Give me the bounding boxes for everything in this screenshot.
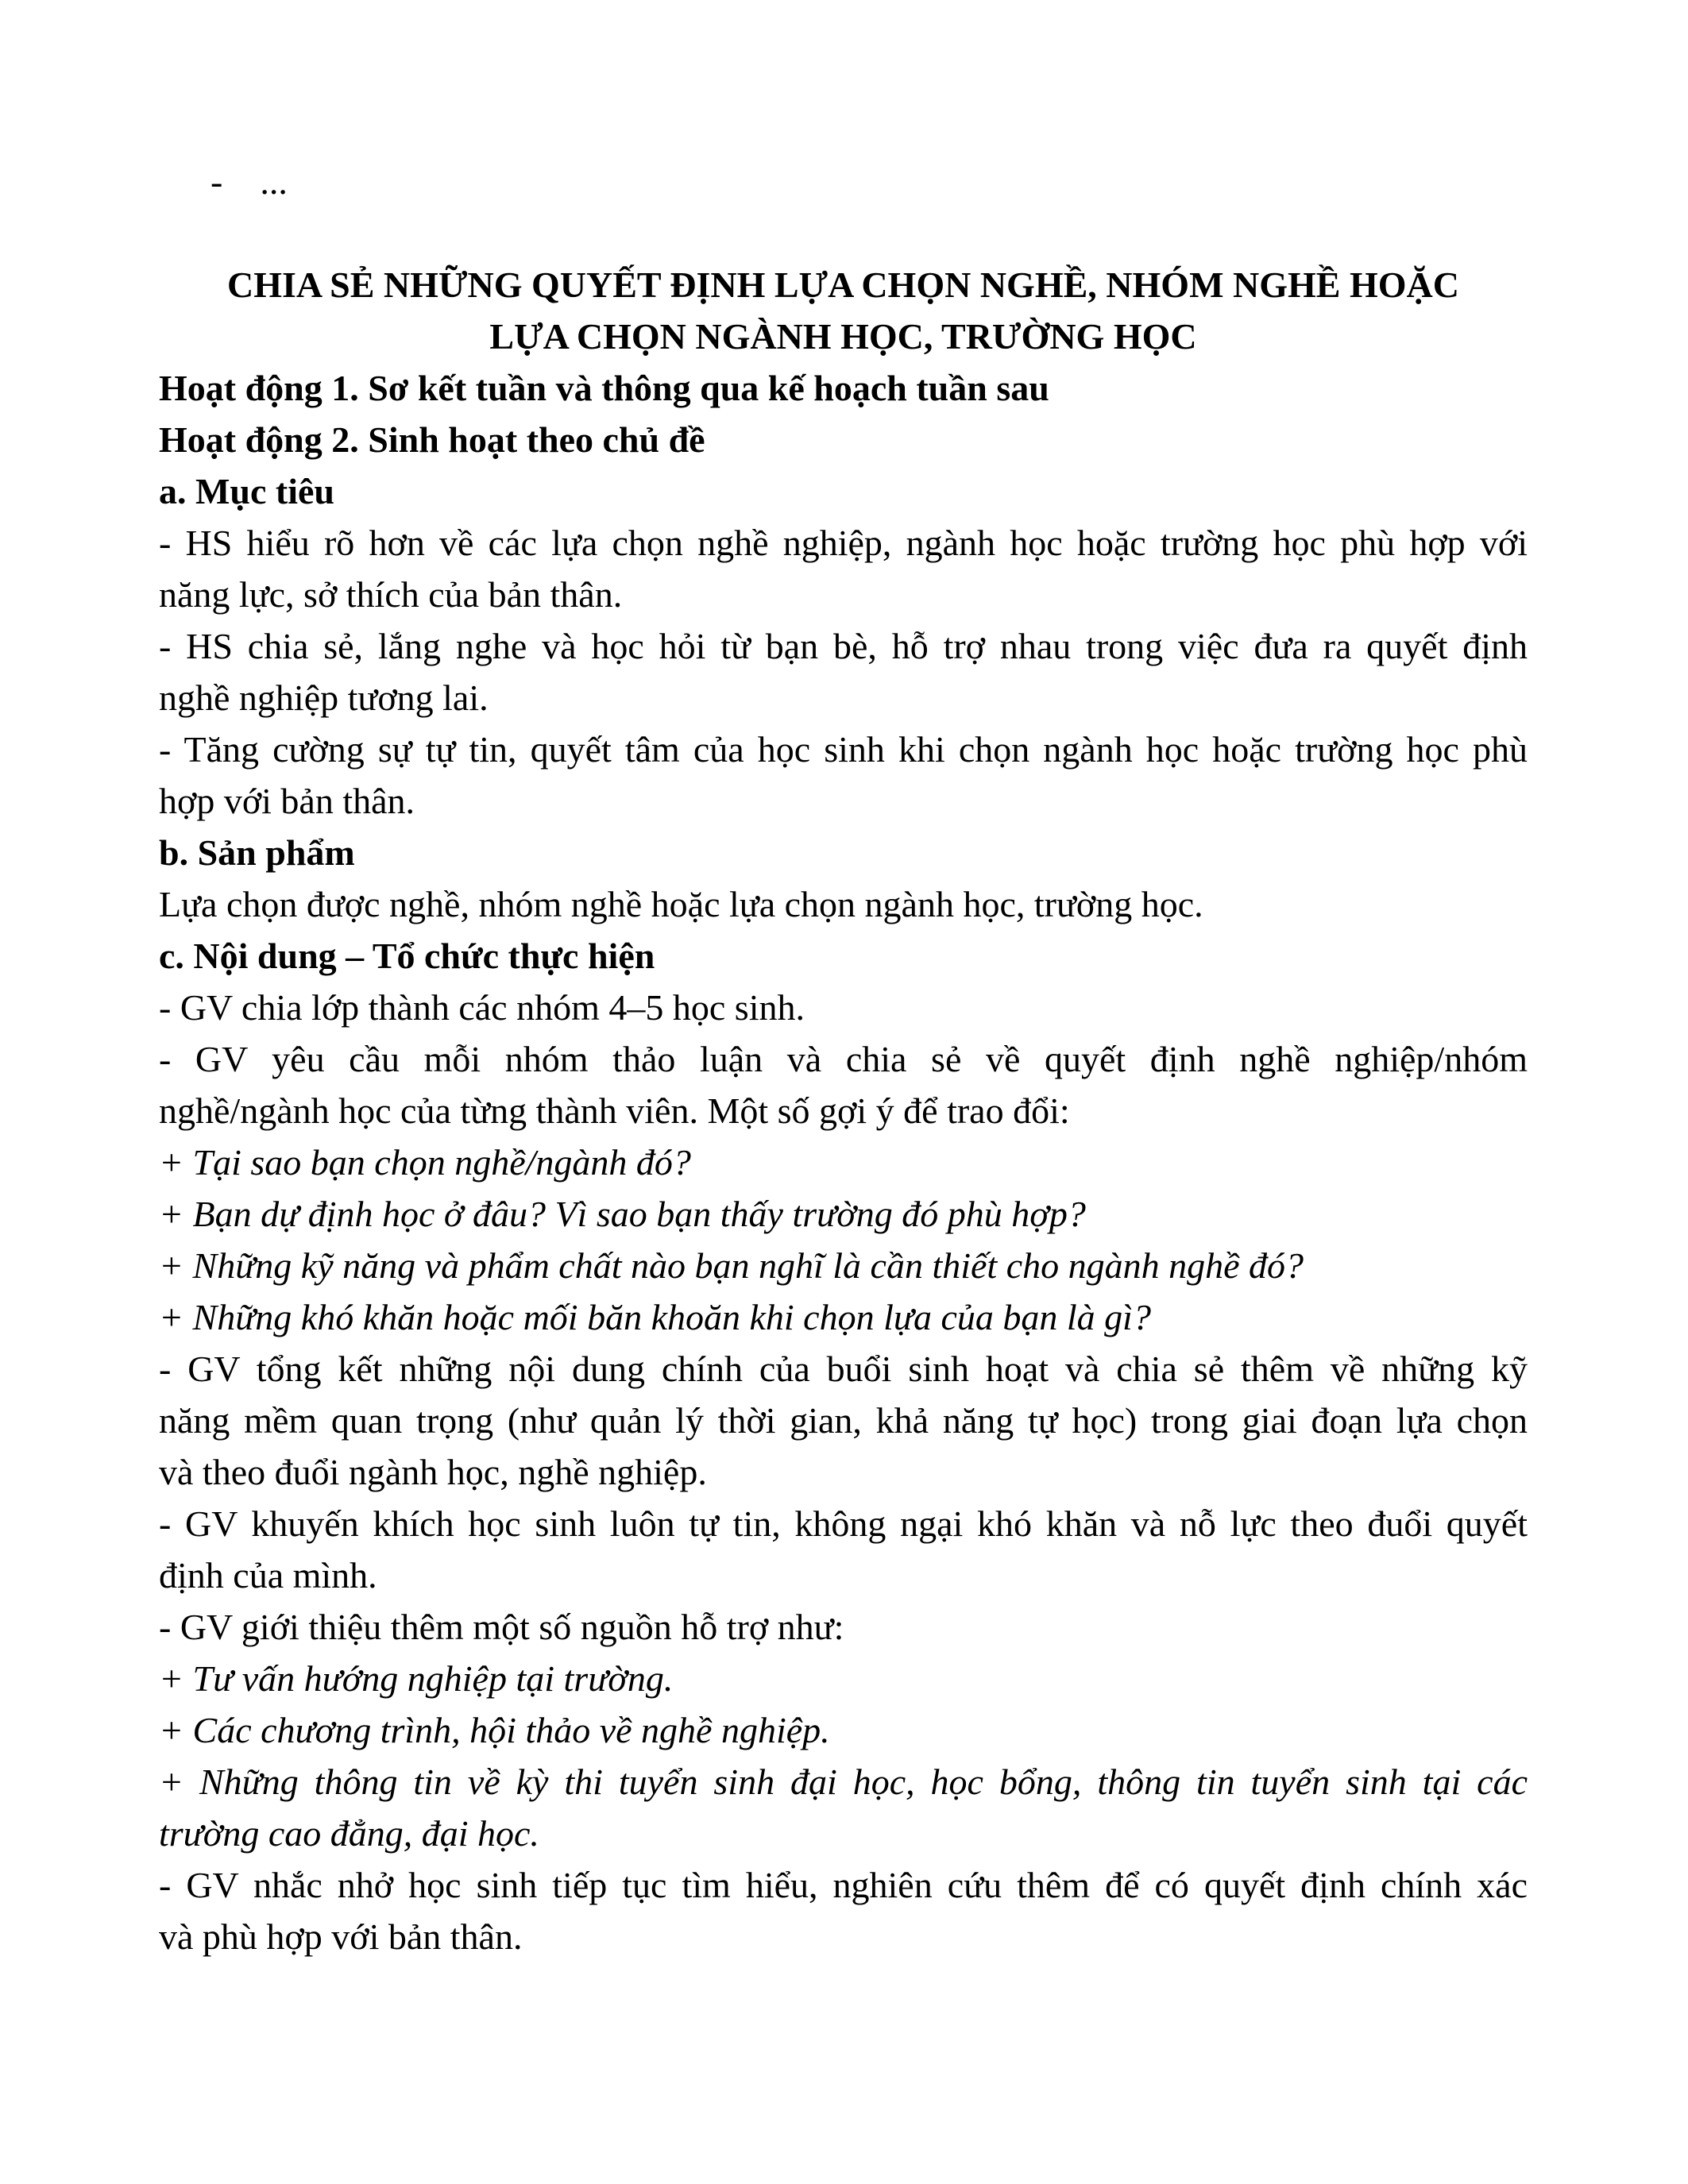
- body-line: nghề/ngành học của từng thành viên. Một số gợi ý để trao đổi:: [159, 1090, 1070, 1131]
- support-source-line: trường cao đẳng, đại học.: [159, 1813, 539, 1854]
- support-source-line: + Tư vấn hướng nghiệp tại trường.: [159, 1658, 674, 1699]
- body-line: - GV khuyến khích học sinh luôn tự tin, không ngại khó khăn và nỗ lực theo đuổi quyết: [159, 1503, 1528, 1544]
- body-line: định của mình.: [159, 1555, 377, 1596]
- intro-dash: -: [211, 161, 223, 202]
- discussion-prompt-line: + Những kỹ năng và phẩm chất nào bạn nghĩ là cần thiết cho ngành nghề đó?: [159, 1245, 1304, 1286]
- document-title-line-2: LỰA CHỌN NGÀNH HỌC, TRƯỜNG HỌC: [489, 316, 1197, 357]
- body-line: - HS hiểu rõ hơn về các lựa chọn nghề nghiệp, ngành học hoặc trường học phù hợp với: [159, 523, 1528, 563]
- body-line: - GV chia lớp thành các nhóm 4–5 học sinh.: [159, 987, 805, 1028]
- section-b-heading: b. Sản phẩm: [159, 832, 355, 873]
- intro-ellipsis: ...: [260, 161, 288, 202]
- section-c-heading: c. Nội dung – Tổ chức thực hiện: [159, 936, 655, 976]
- document-title-line-1: CHIA SẺ NHỮNG QUYẾT ĐỊNH LỰA CHỌN NGHỀ, NHÓM NGHỀ HOẶC: [227, 264, 1459, 305]
- support-source-line: + Những thông tin về kỳ thi tuyển sinh đại học, học bổng, thông tin tuyển sinh tại các: [159, 1761, 1528, 1802]
- body-line: - HS chia sẻ, lắng nghe và học hỏi từ bạn bè, hỗ trợ nhau trong việc đưa ra quyết định: [159, 626, 1528, 666]
- body-line: hợp với bản thân.: [159, 781, 415, 821]
- body-line: - GV giới thiệu thêm một số nguồn hỗ trợ như:: [159, 1607, 844, 1647]
- discussion-prompt-line: + Những khó khăn hoặc mối băn khoăn khi chọn lựa của bạn là gì?: [159, 1297, 1151, 1337]
- body-line: - GV tổng kết những nội dung chính của buổi sinh hoạt và chia sẻ thêm về những kỹ: [159, 1349, 1528, 1389]
- activity-2-heading: Hoạt động 2. Sinh hoạt theo chủ đề: [159, 419, 705, 460]
- support-source-line: + Các chương trình, hội thảo về nghề nghiệp.: [159, 1710, 830, 1750]
- body-line: Lựa chọn được nghề, nhóm nghề hoặc lựa chọn ngành học, trường học.: [159, 884, 1203, 924]
- body-line: - Tăng cường sự tự tin, quyết tâm của học sinh khi chọn ngành học hoặc trường học phù: [159, 729, 1528, 770]
- body-line: năng mềm quan trọng (như quản lý thời gian, khả năng tự học) trong giai đoạn lựa chọn: [159, 1400, 1528, 1441]
- body-line: và theo đuổi ngành học, nghề nghiệp.: [159, 1452, 707, 1492]
- body-line: nghề nghiệp tương lai.: [159, 677, 489, 718]
- body-line: và phù hợp với bản thân.: [159, 1916, 523, 1957]
- body-line: - GV nhắc nhở học sinh tiếp tục tìm hiểu, nghiên cứu thêm để có quyết định chính xác: [159, 1865, 1528, 1905]
- activity-1-heading: Hoạt động 1. Sơ kết tuần và thông qua kế hoạch tuần sau: [159, 368, 1049, 408]
- discussion-prompt-line: + Bạn dự định học ở đâu? Vì sao bạn thấy trường đó phù hợp?: [159, 1194, 1086, 1234]
- section-a-heading: a. Mục tiêu: [159, 471, 335, 511]
- intro-list-item: [159, 156, 1528, 207]
- body-line: năng lực, sở thích của bản thân.: [159, 574, 623, 615]
- body-line: - GV yêu cầu mỗi nhóm thảo luận và chia sẻ về quyết định nghề nghiệp/nhóm: [159, 1039, 1528, 1079]
- discussion-prompt-line: + Tại sao bạn chọn nghề/ngành đó?: [159, 1142, 691, 1183]
